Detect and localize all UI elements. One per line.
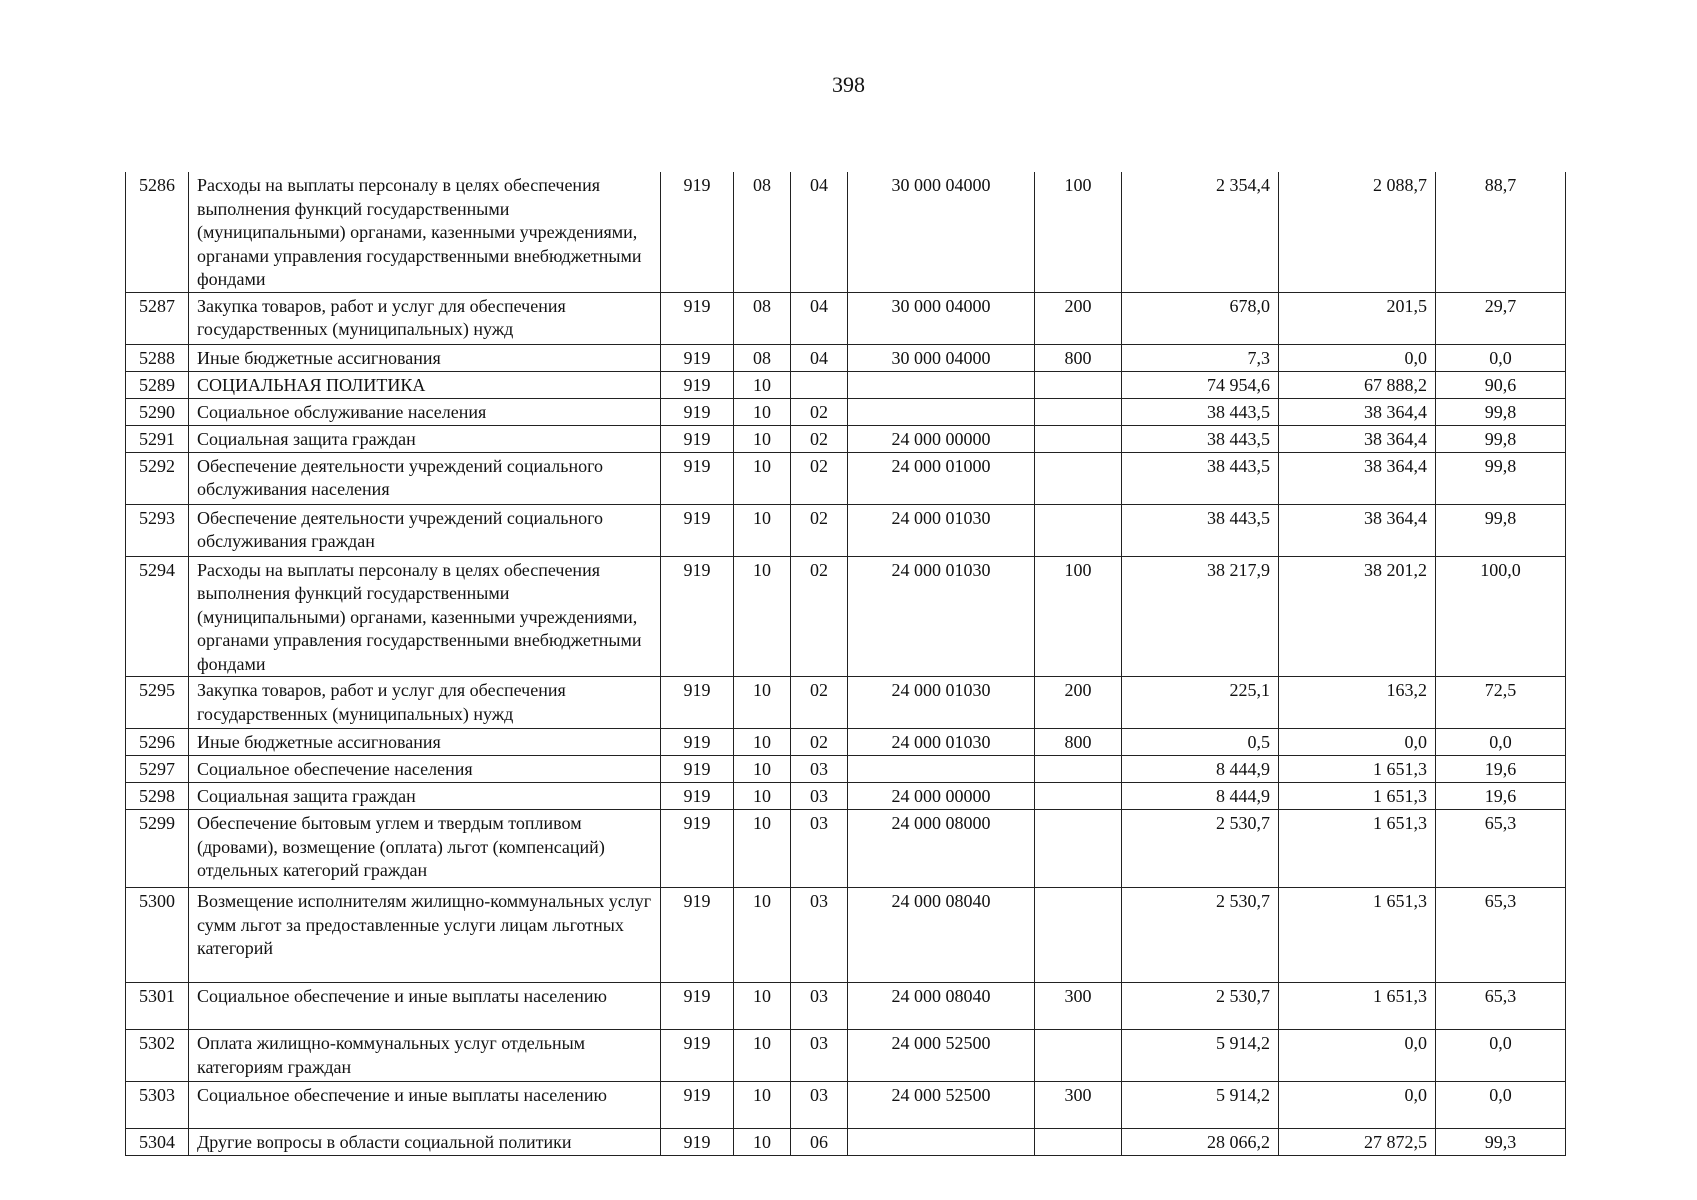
section-code-cell: 10 <box>734 504 791 556</box>
subsection-code-cell: 04 <box>791 172 848 292</box>
subsection-code-cell: 03 <box>791 783 848 810</box>
percent-cell: 65,3 <box>1436 983 1566 1030</box>
subsection-code-cell: 06 <box>791 1129 848 1156</box>
fact-amount-cell: 1 651,3 <box>1279 810 1436 888</box>
subsection-code-cell: 02 <box>791 452 848 504</box>
table-row <box>126 556 1566 677</box>
table-row <box>126 1129 1566 1156</box>
plan-amount-cell: 2 530,7 <box>1122 983 1279 1030</box>
row-number-cell: 5298 <box>126 783 189 810</box>
expense-type-cell <box>1035 810 1122 888</box>
expense-type-cell <box>1035 1030 1122 1082</box>
fact-amount-cell: 0,0 <box>1279 1082 1436 1129</box>
row-name-cell: Обеспечение деятельности учреждений социального обслуживания граждан <box>189 504 661 556</box>
row-name-cell: Расходы на выплаты персоналу в целях обеспечения выполнения функций государственными (муниципальными) органами, казенными учреждениями, органами управления государственными внебюджетными фондами <box>189 172 661 292</box>
target-article-cell: 30 000 04000 <box>848 344 1035 371</box>
row-name-cell: СОЦИАЛЬНАЯ ПОЛИТИКА <box>189 371 661 398</box>
row-name-cell: Закупка товаров, работ и услуг для обеспечения государственных (муниципальных) нужд <box>189 292 661 344</box>
table-row <box>126 729 1566 756</box>
row-name-cell: Социальное обслуживание населения <box>189 398 661 425</box>
subsection-code-cell: 04 <box>791 344 848 371</box>
ved-code-cell: 919 <box>661 344 734 371</box>
ved-code-cell: 919 <box>661 556 734 677</box>
row-number-cell: 5295 <box>126 677 189 729</box>
subsection-code-cell: 03 <box>791 983 848 1030</box>
percent-cell: 19,6 <box>1436 783 1566 810</box>
percent-cell: 99,3 <box>1436 1129 1566 1156</box>
plan-amount-cell: 38 443,5 <box>1122 452 1279 504</box>
target-article-cell: 24 000 00000 <box>848 425 1035 452</box>
fact-amount-cell: 38 364,4 <box>1279 504 1436 556</box>
section-code-cell: 08 <box>734 292 791 344</box>
table-row <box>126 172 1566 292</box>
section-code-cell: 10 <box>734 729 791 756</box>
ved-code-cell: 919 <box>661 452 734 504</box>
expense-type-cell <box>1035 888 1122 983</box>
expense-type-cell <box>1035 504 1122 556</box>
plan-amount-cell: 74 954,6 <box>1122 371 1279 398</box>
plan-amount-cell: 38 443,5 <box>1122 398 1279 425</box>
target-article-cell: 24 000 52500 <box>848 1082 1035 1129</box>
percent-cell: 90,6 <box>1436 371 1566 398</box>
target-article-cell: 24 000 01030 <box>848 556 1035 677</box>
row-name-cell: Обеспечение бытовым углем и твердым топливом (дровами), возмещение (оплата) льгот (компенсаций) отдельных категорий граждан <box>189 810 661 888</box>
fact-amount-cell: 1 651,3 <box>1279 783 1436 810</box>
plan-amount-cell: 38 443,5 <box>1122 504 1279 556</box>
section-code-cell: 10 <box>734 1030 791 1082</box>
percent-cell: 99,8 <box>1436 504 1566 556</box>
fact-amount-cell: 27 872,5 <box>1279 1129 1436 1156</box>
section-code-cell: 10 <box>734 1129 791 1156</box>
row-name-cell: Обеспечение деятельности учреждений социального обслуживания населения <box>189 452 661 504</box>
expense-type-cell: 200 <box>1035 292 1122 344</box>
section-code-cell: 10 <box>734 810 791 888</box>
row-number-cell: 5286 <box>126 172 189 292</box>
section-code-cell: 10 <box>734 677 791 729</box>
row-name-cell: Иные бюджетные ассигнования <box>189 344 661 371</box>
table-row <box>126 292 1566 344</box>
expense-type-cell <box>1035 1129 1122 1156</box>
fact-amount-cell: 0,0 <box>1279 1030 1436 1082</box>
row-name-cell: Возмещение исполнителям жилищно-коммунальных услуг сумм льгот за предоставленные услуги лицам льготных категорий <box>189 888 661 983</box>
percent-cell: 0,0 <box>1436 729 1566 756</box>
section-code-cell: 10 <box>734 398 791 425</box>
ved-code-cell: 919 <box>661 677 734 729</box>
row-number-cell: 5303 <box>126 1082 189 1129</box>
subsection-code-cell: 02 <box>791 398 848 425</box>
plan-amount-cell: 678,0 <box>1122 292 1279 344</box>
expense-type-cell <box>1035 756 1122 783</box>
target-article-cell: 24 000 01030 <box>848 677 1035 729</box>
plan-amount-cell: 2 354,4 <box>1122 172 1279 292</box>
section-code-cell: 10 <box>734 452 791 504</box>
target-article-cell: 30 000 04000 <box>848 292 1035 344</box>
table-body <box>126 172 1566 1156</box>
section-code-cell: 10 <box>734 783 791 810</box>
subsection-code-cell: 03 <box>791 756 848 783</box>
row-name-cell: Социальная защита граждан <box>189 425 661 452</box>
row-number-cell: 5290 <box>126 398 189 425</box>
fact-amount-cell: 1 651,3 <box>1279 756 1436 783</box>
expense-type-cell <box>1035 425 1122 452</box>
target-article-cell: 24 000 08040 <box>848 983 1035 1030</box>
fact-amount-cell: 201,5 <box>1279 292 1436 344</box>
ved-code-cell: 919 <box>661 756 734 783</box>
subsection-code-cell: 04 <box>791 292 848 344</box>
plan-amount-cell: 38 443,5 <box>1122 425 1279 452</box>
section-code-cell: 10 <box>734 888 791 983</box>
row-number-cell: 5302 <box>126 1030 189 1082</box>
target-article-cell: 24 000 08000 <box>848 810 1035 888</box>
target-article-cell: 24 000 01000 <box>848 452 1035 504</box>
row-number-cell: 5292 <box>126 452 189 504</box>
target-article-cell <box>848 1129 1035 1156</box>
fact-amount-cell: 1 651,3 <box>1279 983 1436 1030</box>
row-name-cell: Иные бюджетные ассигнования <box>189 729 661 756</box>
row-number-cell: 5296 <box>126 729 189 756</box>
expense-type-cell <box>1035 452 1122 504</box>
subsection-code-cell: 03 <box>791 810 848 888</box>
section-code-cell: 10 <box>734 425 791 452</box>
target-article-cell: 24 000 08040 <box>848 888 1035 983</box>
percent-cell: 29,7 <box>1436 292 1566 344</box>
expense-type-cell: 100 <box>1035 172 1122 292</box>
subsection-code-cell: 03 <box>791 1030 848 1082</box>
percent-cell: 100,0 <box>1436 556 1566 677</box>
row-number-cell: 5301 <box>126 983 189 1030</box>
expense-type-cell: 100 <box>1035 556 1122 677</box>
subsection-code-cell <box>791 371 848 398</box>
expense-type-cell: 200 <box>1035 677 1122 729</box>
fact-amount-cell: 38 364,4 <box>1279 398 1436 425</box>
section-code-cell: 10 <box>734 371 791 398</box>
table-row <box>126 1082 1566 1129</box>
table-row <box>126 983 1566 1030</box>
plan-amount-cell: 0,5 <box>1122 729 1279 756</box>
table-row <box>126 344 1566 371</box>
ved-code-cell: 919 <box>661 983 734 1030</box>
section-code-cell: 10 <box>734 756 791 783</box>
table-row <box>126 425 1566 452</box>
table-row <box>126 398 1566 425</box>
plan-amount-cell: 5 914,2 <box>1122 1082 1279 1129</box>
expense-type-cell <box>1035 371 1122 398</box>
percent-cell: 19,6 <box>1436 756 1566 783</box>
plan-amount-cell: 28 066,2 <box>1122 1129 1279 1156</box>
row-name-cell: Социальное обеспечение населения <box>189 756 661 783</box>
fact-amount-cell: 2 088,7 <box>1279 172 1436 292</box>
fact-amount-cell: 38 364,4 <box>1279 425 1436 452</box>
ved-code-cell: 919 <box>661 729 734 756</box>
ved-code-cell: 919 <box>661 1030 734 1082</box>
percent-cell: 72,5 <box>1436 677 1566 729</box>
row-name-cell: Социальное обеспечение и иные выплаты населению <box>189 983 661 1030</box>
page-number: 398 <box>832 72 865 97</box>
ved-code-cell: 919 <box>661 292 734 344</box>
budget-table <box>125 172 1566 1156</box>
ved-code-cell: 919 <box>661 1082 734 1129</box>
target-article-cell: 24 000 01030 <box>848 729 1035 756</box>
row-number-cell: 5289 <box>126 371 189 398</box>
row-name-cell: Оплата жилищно-коммунальных услуг отдельным категориям граждан <box>189 1030 661 1082</box>
plan-amount-cell: 8 444,9 <box>1122 756 1279 783</box>
percent-cell: 65,3 <box>1436 888 1566 983</box>
subsection-code-cell: 02 <box>791 504 848 556</box>
row-number-cell: 5299 <box>126 810 189 888</box>
plan-amount-cell: 225,1 <box>1122 677 1279 729</box>
row-name-cell: Закупка товаров, работ и услуг для обеспечения государственных (муниципальных) нужд <box>189 677 661 729</box>
fact-amount-cell: 38 201,2 <box>1279 556 1436 677</box>
row-number-cell: 5291 <box>126 425 189 452</box>
table-row <box>126 371 1566 398</box>
section-code-cell: 10 <box>734 1082 791 1129</box>
expense-type-cell: 800 <box>1035 344 1122 371</box>
row-number-cell: 5288 <box>126 344 189 371</box>
subsection-code-cell: 02 <box>791 729 848 756</box>
ved-code-cell: 919 <box>661 398 734 425</box>
percent-cell: 88,7 <box>1436 172 1566 292</box>
plan-amount-cell: 2 530,7 <box>1122 888 1279 983</box>
fact-amount-cell: 163,2 <box>1279 677 1436 729</box>
plan-amount-cell: 7,3 <box>1122 344 1279 371</box>
plan-amount-cell: 38 217,9 <box>1122 556 1279 677</box>
expense-type-cell: 300 <box>1035 1082 1122 1129</box>
fact-amount-cell: 0,0 <box>1279 344 1436 371</box>
target-article-cell <box>848 398 1035 425</box>
percent-cell: 99,8 <box>1436 425 1566 452</box>
target-article-cell <box>848 756 1035 783</box>
expense-type-cell: 300 <box>1035 983 1122 1030</box>
plan-amount-cell: 8 444,9 <box>1122 783 1279 810</box>
section-code-cell: 10 <box>734 983 791 1030</box>
table-row <box>126 756 1566 783</box>
ved-code-cell: 919 <box>661 783 734 810</box>
plan-amount-cell: 2 530,7 <box>1122 810 1279 888</box>
row-name-cell: Другие вопросы в области социальной политики <box>189 1129 661 1156</box>
row-name-cell: Социальная защита граждан <box>189 783 661 810</box>
ved-code-cell: 919 <box>661 172 734 292</box>
table-row <box>126 810 1566 888</box>
ved-code-cell: 919 <box>661 1129 734 1156</box>
target-article-cell <box>848 371 1035 398</box>
subsection-code-cell: 02 <box>791 425 848 452</box>
section-code-cell: 10 <box>734 556 791 677</box>
ved-code-cell: 919 <box>661 425 734 452</box>
percent-cell: 99,8 <box>1436 452 1566 504</box>
ved-code-cell: 919 <box>661 888 734 983</box>
percent-cell: 99,8 <box>1436 398 1566 425</box>
table-row <box>126 888 1566 983</box>
table-row <box>126 677 1566 729</box>
expense-type-cell <box>1035 398 1122 425</box>
percent-cell: 0,0 <box>1436 1082 1566 1129</box>
target-article-cell: 24 000 52500 <box>848 1030 1035 1082</box>
ved-code-cell: 919 <box>661 504 734 556</box>
subsection-code-cell: 03 <box>791 1082 848 1129</box>
expense-type-cell <box>1035 783 1122 810</box>
table-row <box>126 1030 1566 1082</box>
expense-type-cell: 800 <box>1035 729 1122 756</box>
subsection-code-cell: 02 <box>791 677 848 729</box>
row-number-cell: 5293 <box>126 504 189 556</box>
ved-code-cell: 919 <box>661 371 734 398</box>
table-row <box>126 504 1566 556</box>
row-number-cell: 5287 <box>126 292 189 344</box>
section-code-cell: 08 <box>734 172 791 292</box>
percent-cell: 65,3 <box>1436 810 1566 888</box>
target-article-cell: 30 000 04000 <box>848 172 1035 292</box>
row-name-cell: Расходы на выплаты персоналу в целях обеспечения выполнения функций государственными (муниципальными) органами, казенными учреждениями, органами управления государственными внебюджетными фондами <box>189 556 661 677</box>
section-code-cell: 08 <box>734 344 791 371</box>
row-name-cell: Социальное обеспечение и иные выплаты населению <box>189 1082 661 1129</box>
target-article-cell: 24 000 01030 <box>848 504 1035 556</box>
row-number-cell: 5294 <box>126 556 189 677</box>
row-number-cell: 5297 <box>126 756 189 783</box>
fact-amount-cell: 38 364,4 <box>1279 452 1436 504</box>
fact-amount-cell: 0,0 <box>1279 729 1436 756</box>
target-article-cell: 24 000 00000 <box>848 783 1035 810</box>
subsection-code-cell: 03 <box>791 888 848 983</box>
fact-amount-cell: 67 888,2 <box>1279 371 1436 398</box>
table-row <box>126 783 1566 810</box>
subsection-code-cell: 02 <box>791 556 848 677</box>
table-row <box>126 452 1566 504</box>
ved-code-cell: 919 <box>661 810 734 888</box>
row-number-cell: 5300 <box>126 888 189 983</box>
percent-cell: 0,0 <box>1436 344 1566 371</box>
plan-amount-cell: 5 914,2 <box>1122 1030 1279 1082</box>
fact-amount-cell: 1 651,3 <box>1279 888 1436 983</box>
percent-cell: 0,0 <box>1436 1030 1566 1082</box>
row-number-cell: 5304 <box>126 1129 189 1156</box>
